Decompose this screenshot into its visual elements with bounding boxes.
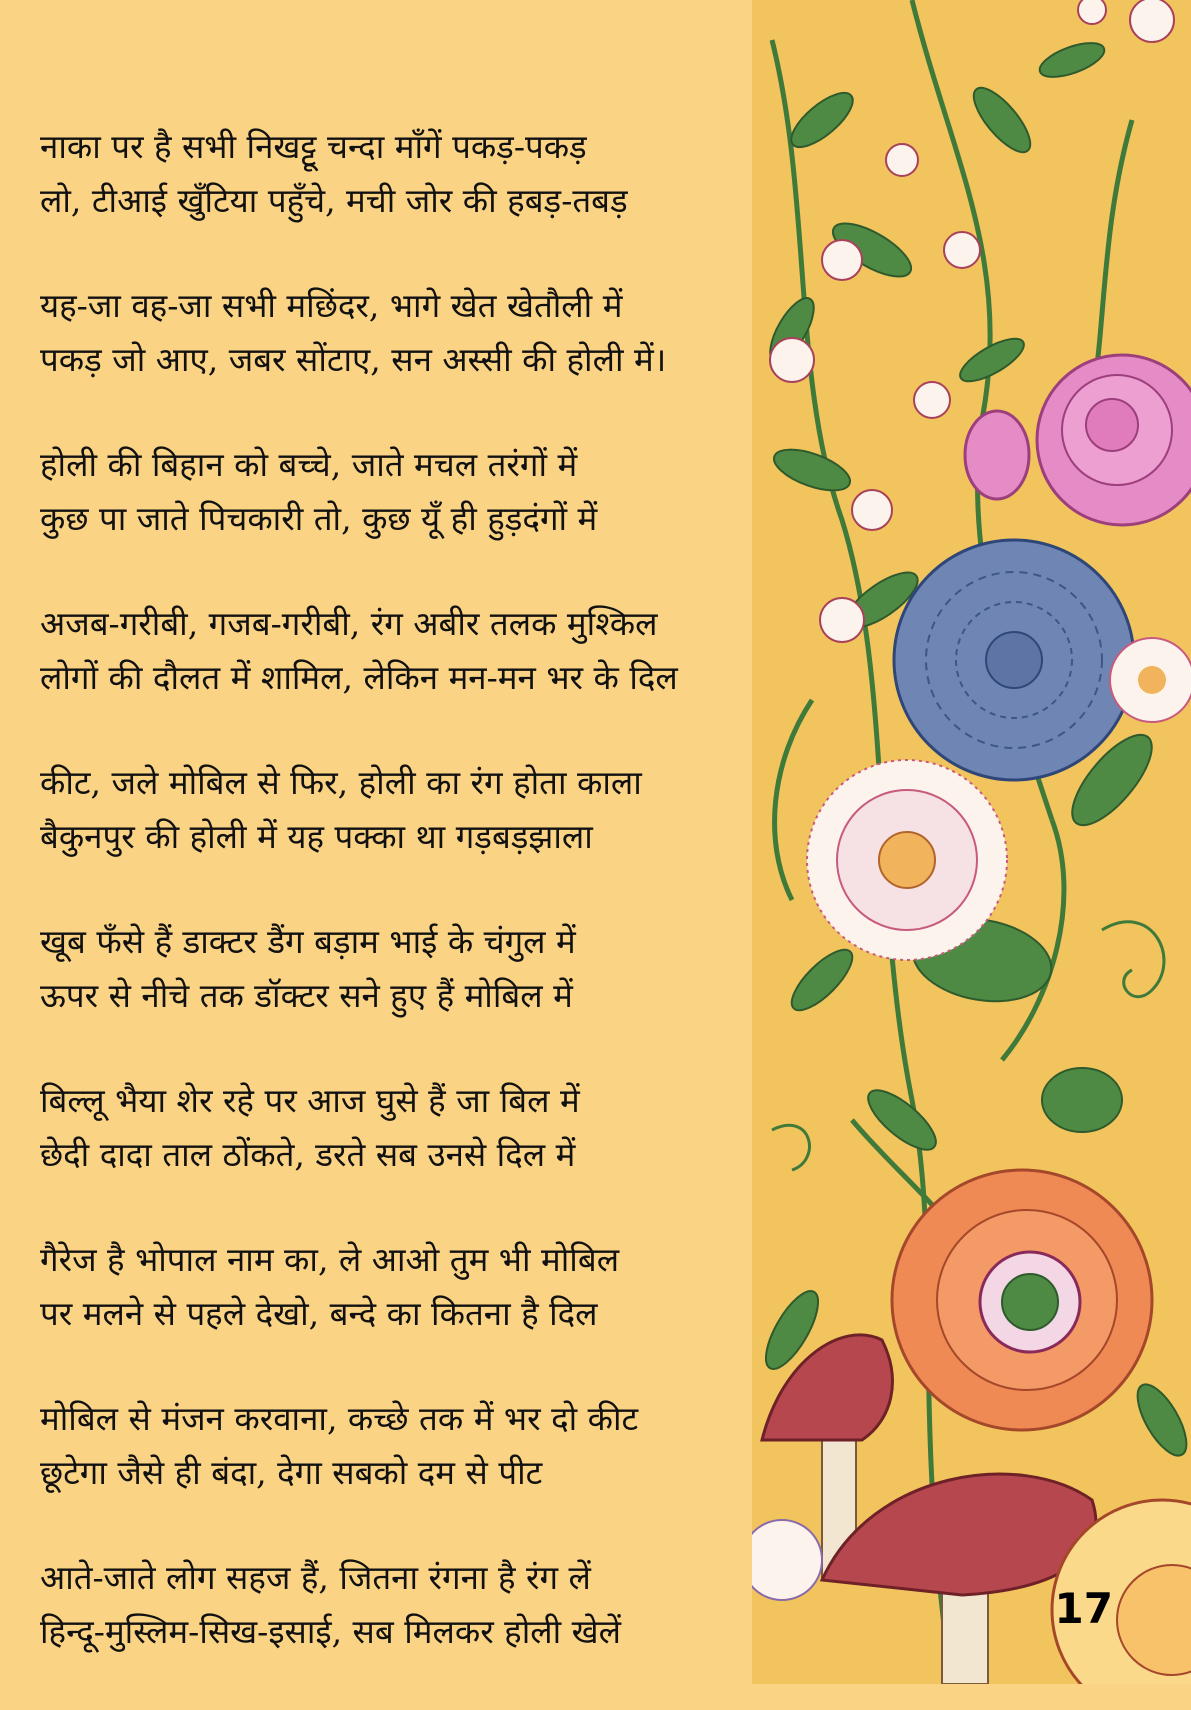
- poem-line: खूब फँसे हैं डाक्टर डैंग बड़ाम भाई के चंगुल में: [40, 922, 576, 961]
- poem-line: पकड़ जो आए, जबर सोंटाए, सन अस्सी की होली में।: [40, 340, 667, 379]
- poem-line: अजब-गरीबी, गजब-गरीबी, रंग अबीर तलक मुश्किल: [40, 604, 658, 643]
- poem-line: लोगों की दौलत में शामिल, लेकिन मन-मन भर के दिल: [40, 658, 678, 697]
- poem-line: यह-जा वह-जा सभी मछिंदर, भागे खेत खेतौली में: [40, 286, 623, 325]
- poem-line: आते-जाते लोग सहज हैं, जितना रंगना है रंग लें: [40, 1558, 591, 1597]
- stanza: [40, 597, 740, 705]
- stanza: [40, 1551, 740, 1659]
- floral-illustration: [752, 0, 1191, 1684]
- stanza: [40, 1074, 740, 1182]
- stanza: [40, 915, 740, 1023]
- stanza: [40, 120, 740, 228]
- poem-line: बिल्लू भैया शेर रहे पर आज घुसे हैं जा बिल में: [40, 1081, 580, 1120]
- poem-line: कीट, जले मोबिल से फिर, होली का रंग होता काला: [40, 763, 642, 802]
- poem-text: [40, 120, 740, 1710]
- stanza: [40, 756, 740, 864]
- poem-line: गैरेज है भोपाल नाम का, ले आओ तुम भी मोबिल: [40, 1240, 620, 1279]
- stanza: [40, 438, 740, 546]
- poem-line: छूटेगा जैसे ही बंदा, देगा सबको दम से पीट: [40, 1453, 543, 1492]
- poem-line: मोबिल से मंजन करवाना, कच्छे तक में भर दो कीट: [40, 1399, 639, 1438]
- orange-poppy: [892, 1170, 1152, 1430]
- poem-line: हिन्दू-मुस्लिम-सिख-इसाई, सब मिलकर होली खेलें: [40, 1612, 622, 1651]
- stanza: [40, 1233, 740, 1341]
- poem-line: होली की बिहान को बच्चे, जाते मचल तरंगों में: [40, 445, 578, 484]
- poem-line: पर मलने से पहले देखो, बन्दे का कितना है दिल: [40, 1294, 598, 1333]
- poem-line: छेदी दादा ताल ठोंकते, डरते सब उनसे दिल में: [40, 1135, 576, 1174]
- poem-line: बैकुनपुर की होली में यह पक्का था गड़बड़झाला: [40, 817, 593, 856]
- blue-flower: [894, 540, 1134, 780]
- stanza: [40, 279, 740, 387]
- poem-line: लो, टीआई खुँटिया पहुँचे, मची जोर की हबड़-तबड़: [40, 181, 628, 220]
- pink-rose: [965, 355, 1191, 525]
- floral-pattern: [752, 0, 1191, 1684]
- poem-line: ऊपर से नीचे तक डॉक्टर सने हुए हैं मोबिल में: [40, 976, 573, 1015]
- page-number: 17: [1054, 1584, 1113, 1633]
- poem-line: नाका पर है सभी निखट्टू चन्दा माँगें पकड़-पकड़: [40, 127, 587, 166]
- poem-line: कुछ पा जाते पिचकारी तो, कुछ यूँ ही हुड़दंगों में: [40, 499, 598, 538]
- stanza: [40, 1392, 740, 1500]
